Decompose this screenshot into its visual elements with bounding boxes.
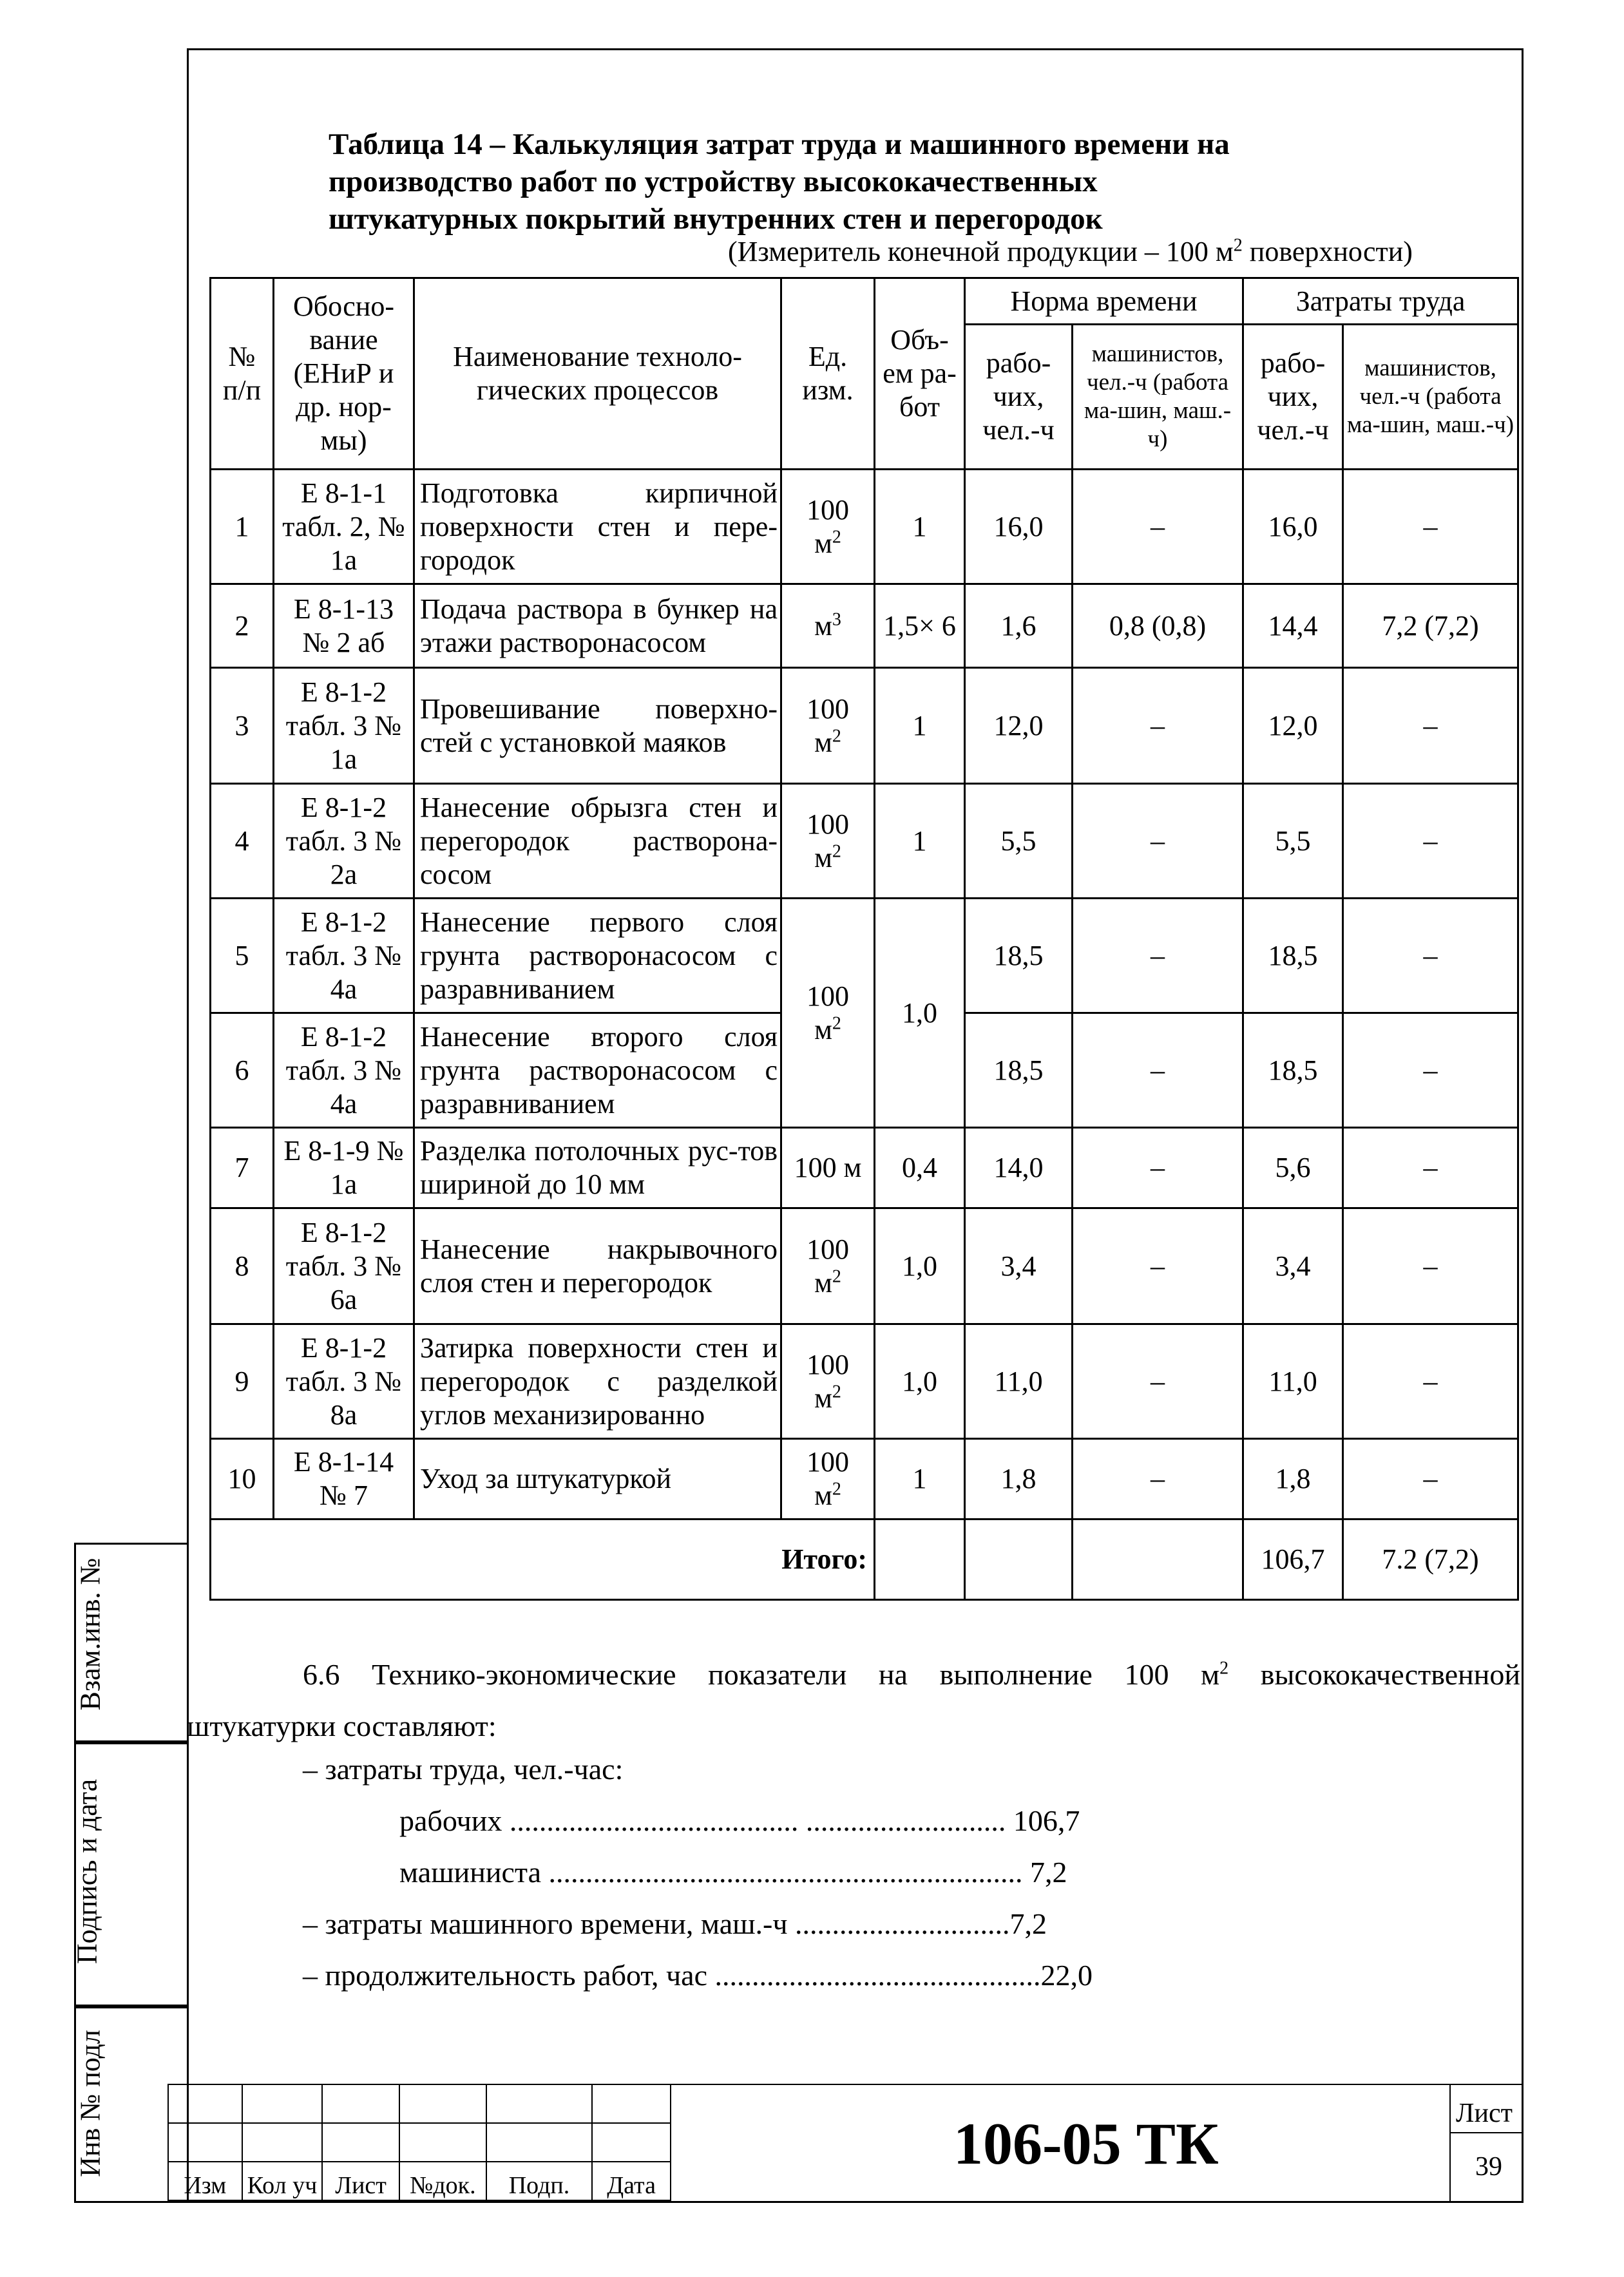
unit-value: 100 bbox=[807, 1233, 849, 1265]
cell-num: 1 bbox=[211, 470, 274, 584]
sheet-label: Лист bbox=[1456, 2099, 1513, 2128]
cell-basis: Е 8-1-2 табл. 3 № 4а bbox=[274, 899, 414, 1013]
table-row bbox=[211, 1324, 1518, 1439]
cell-cost-machinists: 7,2 (7,2) bbox=[1343, 584, 1518, 668]
sheet-number: 39 bbox=[1475, 2152, 1502, 2182]
cell-norm-machinists: – bbox=[1073, 668, 1243, 784]
cell-name: Провешивание поверхно-стей с установкой маяков bbox=[414, 668, 781, 784]
cell-norm-machinists: – bbox=[1073, 1013, 1243, 1128]
cell-cost-workers: 5,5 bbox=[1243, 784, 1343, 899]
table-row bbox=[211, 1208, 1518, 1324]
cell-num: 2 bbox=[211, 584, 274, 668]
table-row bbox=[211, 668, 1518, 784]
measure-note bbox=[728, 235, 1413, 268]
cell-norm-machinists: – bbox=[1073, 1439, 1243, 1520]
cell-volume: 0,4 bbox=[875, 1128, 965, 1208]
measure-note-text: (Измеритель конечной продукции – 100 м bbox=[728, 236, 1234, 267]
stamp-list: Лист bbox=[322, 2162, 399, 2200]
unit-sup: 3 bbox=[832, 609, 841, 629]
cell-basis: Е 8-1-9 № 1а bbox=[274, 1128, 414, 1208]
labor-calculation-table bbox=[209, 277, 1519, 1601]
tep-labor: – затраты труда, чел.-час: bbox=[303, 1753, 624, 1786]
caption-line-3: штукатурных покрытий внутренних стен и перегородок bbox=[329, 202, 1103, 236]
side-label-podpis: Подпись и дата bbox=[71, 1778, 103, 1965]
cell-num: 7 bbox=[211, 1128, 274, 1208]
measure-note-tail: поверхности) bbox=[1242, 236, 1413, 267]
unit-sup: 2 bbox=[832, 1266, 841, 1286]
cell-volume: 1 bbox=[875, 470, 965, 584]
cell-volume: 1 bbox=[875, 1439, 965, 1520]
tep-machine-time: – затраты машинного времени, маш.-ч .............................7,2 bbox=[303, 1907, 1047, 1940]
cell-name: Нанесение первого слоя грунта растворонасосом с разравниванием bbox=[414, 899, 781, 1013]
table-row bbox=[211, 584, 1518, 668]
cell-cost-workers: 12,0 bbox=[1243, 668, 1343, 784]
unit-value: 100 bbox=[807, 808, 849, 840]
header-name: Наименование техноло-гических процессов bbox=[414, 278, 781, 470]
cell-unit bbox=[781, 784, 875, 899]
cell-unit bbox=[781, 1439, 875, 1520]
cell-cost-workers: 14,4 bbox=[1243, 584, 1343, 668]
cell-cost-machinists: – bbox=[1343, 1013, 1518, 1128]
total-row bbox=[211, 1520, 1518, 1600]
cell-unit bbox=[781, 1324, 875, 1439]
header-num: № п/п bbox=[211, 278, 274, 470]
cell-norm-workers: 1,6 bbox=[965, 584, 1073, 668]
stamp-kol: Кол уч bbox=[242, 2162, 323, 2200]
cell-norm-workers: 5,5 bbox=[965, 784, 1073, 899]
unit-sup: 2 bbox=[832, 1013, 841, 1033]
cell-num: 10 bbox=[211, 1439, 274, 1520]
cell-norm-workers: 14,0 bbox=[965, 1128, 1073, 1208]
header-norm-time: Норма времени bbox=[965, 278, 1243, 325]
header-labor-cost: Затраты труда bbox=[1243, 278, 1518, 325]
cell-unit bbox=[781, 584, 875, 668]
cell-volume: 1,0 bbox=[875, 1324, 965, 1439]
cell-cost-workers: 1,8 bbox=[1243, 1439, 1343, 1520]
cell-volume: 1 bbox=[875, 668, 965, 784]
cell-norm-workers: 1,8 bbox=[965, 1439, 1073, 1520]
unit-base: м bbox=[814, 609, 832, 642]
cell-volume: 1,5× 6 bbox=[875, 584, 965, 668]
table-row bbox=[211, 1128, 1518, 1208]
cell-cost-workers: 5,6 bbox=[1243, 1128, 1343, 1208]
unit-base: м bbox=[814, 1382, 832, 1414]
unit-value: 100 bbox=[807, 493, 849, 526]
unit-value: 100 bbox=[807, 980, 849, 1012]
cell-norm-machinists: 0,8 (0,8) bbox=[1073, 584, 1243, 668]
cell-norm-workers: 3,4 bbox=[965, 1208, 1073, 1324]
tep-paragraph bbox=[187, 1649, 1520, 1752]
document-code: 106-05 ТК bbox=[953, 2111, 1219, 2177]
cell-norm-workers: 12,0 bbox=[965, 668, 1073, 784]
unit-base: м bbox=[814, 527, 832, 559]
unit-sup: 2 bbox=[832, 841, 841, 861]
tep-workers: рабочих ....................................... ........................... 106,7 bbox=[399, 1804, 1080, 1837]
total-cost-workers: 106,7 bbox=[1243, 1520, 1343, 1600]
stamp-podp: Подп. bbox=[486, 2162, 593, 2200]
table-row bbox=[211, 470, 1518, 584]
unit-sup: 2 bbox=[832, 725, 841, 746]
cell-num: 6 bbox=[211, 1013, 274, 1128]
cell-norm-workers: 18,5 bbox=[965, 1013, 1073, 1128]
cell-cost-machinists: – bbox=[1343, 1128, 1518, 1208]
cell-cost-workers: 16,0 bbox=[1243, 470, 1343, 584]
cell-cost-machinists: – bbox=[1343, 668, 1518, 784]
unit-sup: 2 bbox=[832, 526, 841, 547]
total-cost-machinists: 7.2 (7,2) bbox=[1343, 1520, 1518, 1600]
header-basis: Обосно-вание (ЕНиР и др. нор-мы) bbox=[274, 278, 414, 470]
cell-volume: 1 bbox=[875, 784, 965, 899]
caption-line-2: производство работ по устройству высококачественных bbox=[329, 165, 1098, 198]
cell-cost-machinists: – bbox=[1343, 899, 1518, 1013]
cell-name: Нанесение обрызга стен и перегородок растворона-сосом bbox=[414, 784, 781, 899]
stamp-ndok: №док. bbox=[399, 2162, 486, 2200]
cell-name: Подача раствора в бункер на этажи растворонасосом bbox=[414, 584, 781, 668]
unit-sup: 2 bbox=[832, 1479, 841, 1500]
cell-norm-machinists: – bbox=[1073, 784, 1243, 899]
cell-cost-machinists: – bbox=[1343, 784, 1518, 899]
cell-cost-machinists: – bbox=[1343, 470, 1518, 584]
cell-volume: 1,0 bbox=[875, 1208, 965, 1324]
header-norm-machinists: машинистов, чел.-ч (работа ма-шин, маш.-ч) bbox=[1073, 325, 1243, 470]
cell-num: 3 bbox=[211, 668, 274, 784]
tep-intro-text: 6.6 Технико-экономические показатели на выполнение 100 м bbox=[303, 1658, 1220, 1691]
table-row bbox=[211, 1439, 1518, 1520]
cell-norm-workers: 16,0 bbox=[965, 470, 1073, 584]
unit-sup: 2 bbox=[832, 1381, 841, 1402]
cell-basis: Е 8-1-2 табл. 3 № 2а bbox=[274, 784, 414, 899]
header-norm-workers: рабо-чих, чел.-ч bbox=[965, 325, 1073, 470]
total-norm-workers bbox=[965, 1520, 1073, 1600]
total-label: Итого: bbox=[211, 1520, 875, 1600]
cell-unit bbox=[781, 1208, 875, 1324]
unit-base: м bbox=[814, 1013, 832, 1045]
cell-cost-workers: 18,5 bbox=[1243, 899, 1343, 1013]
title-block bbox=[167, 2084, 1524, 2203]
cell-name: Подготовка кирпичной поверхности стен и пере-городок bbox=[414, 470, 781, 584]
cell-norm-machinists: – bbox=[1073, 899, 1243, 1013]
tep-intro-sup: 2 bbox=[1219, 1658, 1229, 1679]
stamp-data: Дата bbox=[592, 2162, 671, 2200]
unit-base: м bbox=[814, 1266, 832, 1299]
tep-intro-tail: высококачественной bbox=[1228, 1658, 1520, 1691]
stamp-grid bbox=[167, 2084, 671, 2201]
cell-basis: Е 8-1-2 табл. 3 № 6а bbox=[274, 1208, 414, 1324]
cell-num: 4 bbox=[211, 784, 274, 899]
unit-base: м bbox=[814, 841, 832, 873]
cell-name: Нанесение накрывочного слоя стен и перегородок bbox=[414, 1208, 781, 1324]
table-caption bbox=[329, 126, 1411, 238]
cell-name: Нанесение второго слоя грунта растворонасосом с разравниванием bbox=[414, 1013, 781, 1128]
cell-basis: Е 8-1-13 № 2 аб bbox=[274, 584, 414, 668]
unit-base: м bbox=[814, 726, 832, 758]
tep-machinist: машиниста ................................................................ 7,2 bbox=[399, 1856, 1067, 1889]
cell-unit bbox=[781, 899, 875, 1128]
side-label-inv: Инв № подл bbox=[74, 2030, 106, 2177]
cell-cost-workers: 11,0 bbox=[1243, 1324, 1343, 1439]
cell-num: 5 bbox=[211, 899, 274, 1013]
cell-name: Затирка поверхности стен и перегородок с разделкой углов механизированно bbox=[414, 1324, 781, 1439]
cell-unit bbox=[781, 668, 875, 784]
cell-basis: Е 8-1-1 табл. 2, № 1а bbox=[274, 470, 414, 584]
cell-volume: 1,0 bbox=[875, 899, 965, 1128]
header-unit: Ед. изм. bbox=[781, 278, 875, 470]
cell-cost-machinists: – bbox=[1343, 1324, 1518, 1439]
cell-num: 8 bbox=[211, 1208, 274, 1324]
unit-value: 100 bbox=[807, 1348, 849, 1380]
caption-line-1: Таблица 14 – Калькуляция затрат труда и машинного времени на bbox=[329, 128, 1230, 161]
tep-intro bbox=[187, 1649, 1520, 1701]
cell-norm-workers: 18,5 bbox=[965, 899, 1073, 1013]
cell-cost-machinists: – bbox=[1343, 1439, 1518, 1520]
unit-base: м bbox=[814, 1480, 832, 1511]
cell-norm-machinists: – bbox=[1073, 1208, 1243, 1324]
tep-intro-cont: штукатурки составляют: bbox=[187, 1710, 497, 1742]
measure-note-sup: 2 bbox=[1233, 235, 1243, 256]
cell-basis: Е 8-1-14 № 7 bbox=[274, 1439, 414, 1520]
cell-norm-workers: 11,0 bbox=[965, 1324, 1073, 1439]
cell-norm-machinists: – bbox=[1073, 470, 1243, 584]
side-label-vzam: Взам.инв. № bbox=[74, 1558, 106, 1711]
cell-num: 9 bbox=[211, 1324, 274, 1439]
cell-name: Разделка потолочных рус-тов шириной до 10 мм bbox=[414, 1128, 781, 1208]
header-volume: Объ-ем ра-бот bbox=[875, 278, 965, 470]
cell-norm-machinists: – bbox=[1073, 1128, 1243, 1208]
unit-value: 100 bbox=[807, 1446, 849, 1478]
header-cost-workers: рабо-чих, чел.-ч bbox=[1243, 325, 1343, 470]
total-volume bbox=[875, 1520, 965, 1600]
cell-cost-workers: 18,5 bbox=[1243, 1013, 1343, 1128]
cell-cost-workers: 3,4 bbox=[1243, 1208, 1343, 1324]
cell-unit: 100 м bbox=[781, 1128, 875, 1208]
cell-name: Уход за штукатуркой bbox=[414, 1439, 781, 1520]
table-row bbox=[211, 899, 1518, 1013]
unit-value: 100 bbox=[807, 692, 849, 725]
stamp-izm: Изм bbox=[168, 2162, 242, 2200]
total-norm-machinists bbox=[1073, 1520, 1243, 1600]
tep-duration: – продолжительность работ, час ............................................22,0 bbox=[303, 1959, 1093, 1992]
table-row bbox=[211, 784, 1518, 899]
cell-basis: Е 8-1-2 табл. 3 № 1а bbox=[274, 668, 414, 784]
cell-norm-machinists: – bbox=[1073, 1324, 1243, 1439]
cell-cost-machinists: – bbox=[1343, 1208, 1518, 1324]
header-cost-machinists: машинистов, чел.-ч (работа ма-шин, маш.-ч) bbox=[1343, 325, 1518, 470]
cell-basis: Е 8-1-2 табл. 3 № 4а bbox=[274, 1013, 414, 1128]
cell-unit bbox=[781, 470, 875, 584]
cell-basis: Е 8-1-2 табл. 3 № 8а bbox=[274, 1324, 414, 1439]
